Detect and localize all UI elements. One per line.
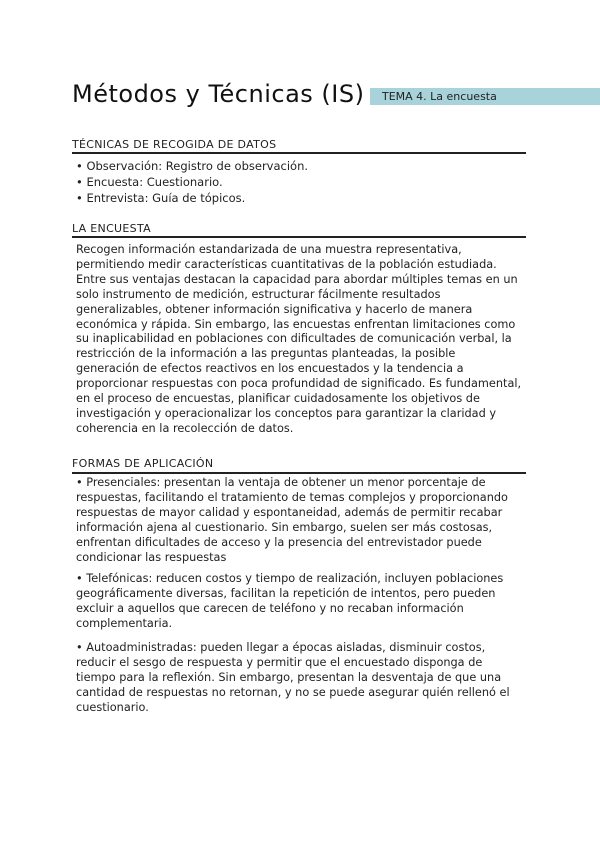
tecnicas-list [76,158,308,206]
presenciales-paragraph: • Presenciales: presentan la ventaja de obtener un menor porcentaje de respuestas, facilitando el tratamiento de temas complejos y proporcionando respuestas de mayor calidad y espontaneidad, además de permitir recabar información ajena al cuestionario. Sin embargo, suelen ser más costosas, enfrentan dificultades de acceso y la presencia del entrevistador puede condicionar las respuestas [76,476,508,564]
section-divider [72,152,526,154]
page-title: Métodos y Técnicas (IS) [72,80,365,108]
section-heading-formas: FORMAS DE APLICACIÓN [72,457,214,470]
section-heading-encuesta: LA ENCUESTA [72,222,151,235]
autoadministradas-paragraph: • Autoadministradas: pueden llegar a épocas aisladas, disminuir costos, reducir el sesgo de respuesta y permitir que el encuestado disponga de tiempo para la reflexión. Sin embargo, presentan la desventaja de que una cantidad de respuestas no retornan, y no se puede asegurar quién rellenó el cuestionario. [76,641,510,714]
topic-tag: TEMA 4. La encuesta [370,88,600,105]
section-divider [72,236,526,238]
encuesta-paragraph: Recogen información estandarizada de una muestra representativa, permitiendo medir características cuantitativas de la población estudiada. Entre sus ventajas destacan la capacidad para abordar múltiples temas en un solo instrumento de medición, estructurar fácilmente resultados generalizables, obtener información significativa y hacerlo de manera económica y rápida. Sin embargo, las encuestas enfrentan limitaciones como su inaplicabilidad en poblaciones con dificultades de comunicación verbal, la restricción de la información a las preguntas planteadas, la posible generación de efectos reactivos en los encuestados y la tendencia a proporcionar respuestas con poca profundidad de significado. Es fundamental, en el proceso de encuestas, planificar cuidadosamente los objetivos de investigación y operacionalizar los conceptos para garantizar la claridad y coherencia en la recolección de datos. [76,243,522,435]
list-item: • Entrevista: Guía de tópicos. [76,191,246,205]
list-item: • Encuesta: Cuestionario. [76,175,223,189]
telefonicas-paragraph: • Telefónicas: reducen costos y tiempo de realización, incluyen poblaciones geográficamente diversas, facilitan la repetición de intentos, pero pueden excluir a aquellos que carecen de teléfono y no recaban información complementaria. [76,572,504,630]
section-heading-tecnicas: TÉCNICAS DE RECOGIDA DE DATOS [72,138,277,151]
section-divider [72,472,526,474]
list-item: • Observación: Registro de observación. [76,159,309,173]
